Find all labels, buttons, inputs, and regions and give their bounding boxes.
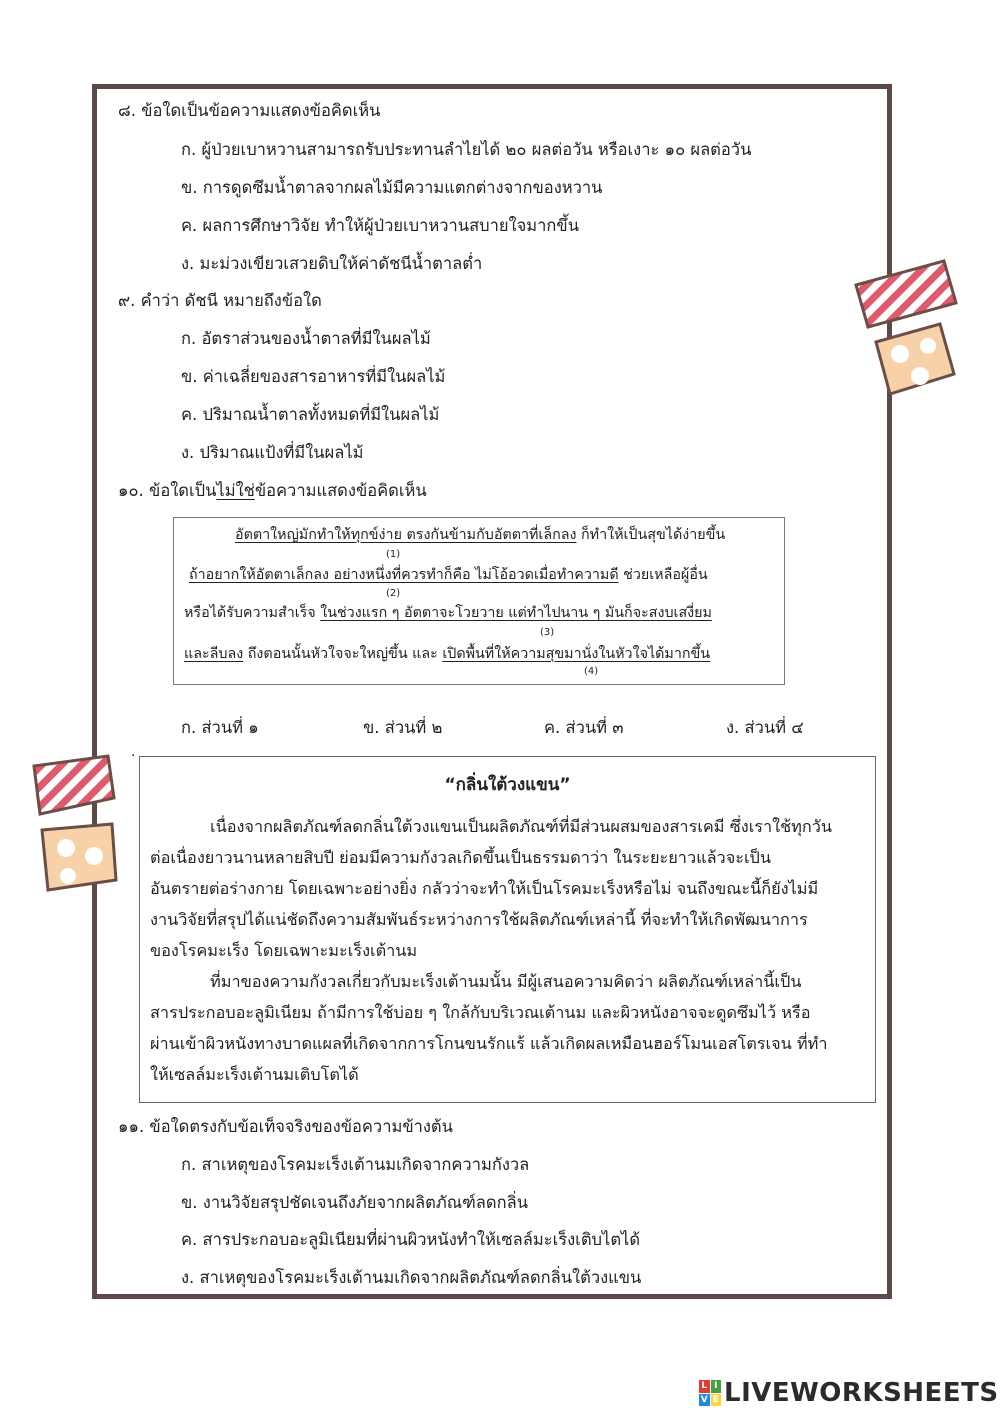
striped-tape-icon	[852, 255, 962, 330]
logo-badge-icon	[699, 1380, 721, 1406]
passage-text: ช่วยเหลือผู้อื่น	[618, 567, 708, 583]
passage-text: หรือได้รับความสำเร็จ	[184, 605, 321, 621]
logo-text: LIVEWORKSHEETS	[724, 1378, 999, 1408]
striped-tape-icon	[30, 752, 120, 822]
q11-option-c[interactable]: ค. สารประกอบอะลูมิเนียมที่ผ่านผิวหนังทำให้เซลล์มะเร็งเติบไตได้	[181, 1230, 641, 1249]
q11-option-d[interactable]: ง. สาเหตุของโรคมะเร็งเต้านมเกิดจากผลิตภัณฑ์ลดกลิ่นใต้วงแขน	[181, 1268, 642, 1287]
q11-option-a[interactable]: ก. สาเหตุของโรคมะเร็งเต้านมเกิดจากความกังวล	[181, 1155, 530, 1174]
part-number-2: (2)	[386, 588, 401, 599]
question-10-prefix: ๑๐. ข้อใดเป็น	[118, 481, 217, 500]
dotted-tape-icon	[870, 320, 960, 400]
passage-text: ถึงตอนนั้นหัวใจจะใหญ่ขึ้น และ	[243, 646, 443, 662]
question-9: ๙. คำว่า ดัชนี หมายถึงข้อใด	[118, 291, 322, 310]
question-8: ๘. ข้อใดเป็นข้อความแสดงข้อคิดเห็น	[118, 101, 381, 120]
q10-option-a[interactable]: ก. ส่วนที่ ๑	[181, 718, 259, 737]
reading-passage-box	[139, 756, 876, 1103]
part-number-1: (1)	[386, 549, 401, 560]
passage-part-1: อัตตาใหญ่มักทำให้ทุกข์ง่าย ตรงกันข้ามกับอัตตาที่เล็กลง	[235, 527, 577, 543]
passage-line: ของโรคมะเร็ง โดยเฉพาะมะเร็งเต้านม	[150, 941, 418, 960]
q10-passage-box	[173, 517, 785, 685]
passage-text-underlined: และลีบลง	[184, 646, 244, 662]
passage-text: ก็ทำให้เป็นสุขได้ง่ายขึ้น	[576, 527, 726, 543]
question-11: ๑๑. ข้อใดตรงกับข้อเท็จจริงของข้อความข้างต้น	[118, 1117, 453, 1136]
q8-option-b[interactable]: ข. การดูดซึมน้ำตาลจากผลไม้มีความแตกต่างจากของหวาน	[181, 178, 603, 197]
passage-line: งานวิจัยที่สรุปได้แน่ชัดถึงความสัมพันธ์ระหว่างการใช้ผลิตภัณฑ์เหล่านี้ ที่จะทำให้เกิดพัฒนาการ	[150, 910, 808, 929]
passage-line-2	[189, 566, 708, 584]
liveworksheets-logo[interactable]	[699, 1378, 999, 1408]
passage-line-1	[235, 526, 725, 544]
q9-option-a[interactable]: ก. อัตราส่วนของน้ำตาลที่มีในผลไม้	[181, 329, 431, 348]
q10-option-d[interactable]: ง. ส่วนที่ ๔	[726, 718, 804, 737]
passage-line-3	[184, 604, 712, 622]
question-10	[118, 481, 427, 501]
passage-line: สารประกอบอะลูมิเนียม ถ้ามีการใช้บ่อย ๆ ใกล้กับบริเวณเต้านม และผิวหนังอาจจะดูดซึมไว้ หรือ	[150, 1003, 811, 1022]
stray-dot: .	[131, 744, 136, 760]
logo-badge-letter: L	[699, 1380, 710, 1393]
passage-part-3: ในช่วงแรก ๆ อัตตาจะโวยวาย แต่ทำไปนาน ๆ มันก็จะสงบเสงี่ยม	[320, 605, 712, 621]
passage-line: เนื่องจากผลิตภัณฑ์ลดกลิ่นใต้วงแขนเป็นผลิตภัณฑ์ที่มีส่วนผสมของสารเคมี ซึ่งเราใช้ทุกวัน	[210, 817, 833, 836]
logo-badge-letter: V	[700, 1394, 708, 1405]
passage-part-4: เปิดพื้นที่ให้ความสุขมานั่งในหัวใจได้มากขึ้น	[442, 646, 711, 662]
part-number-4: (4)	[584, 666, 599, 677]
passage-line: ผ่านเข้าผิวหนังทางบาดแผลที่เกิดจากการโกนขนรักแร้ แล้วเกิดผลเหมือนฮอร์โมนเอสโตรเจน ที่ทำ	[150, 1034, 828, 1053]
logo-badge-letter: E	[711, 1394, 722, 1407]
question-10-underlined: ไม่ใช่	[216, 481, 255, 500]
logo-badge-letter: I	[711, 1380, 722, 1393]
question-10-suffix: ข้อความแสดงข้อคิดเห็น	[254, 481, 427, 500]
passage-line: ให้เซลล์มะเร็งเต้านมเติบโตได้	[150, 1065, 359, 1084]
q8-option-c[interactable]: ค. ผลการศึกษาวิจัย ทำให้ผู้ป่วยเบาหวานสบายใจมากขึ้น	[181, 216, 579, 235]
part-number-3: (3)	[540, 627, 555, 638]
dotted-tape-icon	[38, 818, 120, 898]
passage-line: ที่มาของความกังวลเกี่ยวกับมะเร็งเต้านมนั้น มีผู้เสนอความคิดว่า ผลิตภัณฑ์เหล่านี้เป็น	[210, 972, 802, 991]
passage-line: อันตรายต่อร่างกาย โดยเฉพาะอย่างยิ่ง กลัวว่าจะทำให้เป็นโรคมะเร็งหรือไม่ จนถึงขณะนี้ก็ยังไม่มี	[150, 879, 819, 898]
passage-part-2: ถ้าอยากให้อัตตาเล็กลง อย่างหนึ่งที่ควรทำก็คือ ไม่โอ้อวดเมื่อทำความดี	[189, 567, 619, 583]
q9-option-c[interactable]: ค. ปริมาณน้ำตาลทั้งหมดที่มีในผลไม้	[181, 405, 440, 424]
q8-option-d[interactable]: ง. มะม่วงเขียวเสวยดิบให้ค่าดัชนีน้ำตาลต่ำ	[181, 254, 483, 273]
passage-line-4	[184, 645, 710, 663]
q8-option-a[interactable]: ก. ผู้ป่วยเบาหวานสามารถรับประทานลำไยได้ ๒๐ ผลต่อวัน หรือเงาะ ๑๐ ผลต่อวัน	[181, 140, 752, 159]
q10-option-c[interactable]: ค. ส่วนที่ ๓	[544, 718, 624, 737]
q10-option-b[interactable]: ข. ส่วนที่ ๒	[363, 718, 443, 737]
passage-title: “กลิ่นใต้วงแขน”	[444, 775, 571, 795]
q11-option-b[interactable]: ข. งานวิจัยสรุปชัดเจนถึงภัยจากผลิตภัณฑ์ลดกลิ่น	[181, 1193, 528, 1212]
passage-line: ต่อเนื่องยาวนานหลายสิบปี ย่อมมีความกังวลเกิดขึ้นเป็นธรรมดาว่า ในระยะยาวแล้วจะเป็น	[150, 848, 772, 867]
q9-option-b[interactable]: ข. ค่าเฉลี่ยของสารอาหารที่มีในผลไม้	[181, 367, 446, 386]
q9-option-d[interactable]: ง. ปริมาณแป้งที่มีในผลไม้	[181, 443, 364, 462]
